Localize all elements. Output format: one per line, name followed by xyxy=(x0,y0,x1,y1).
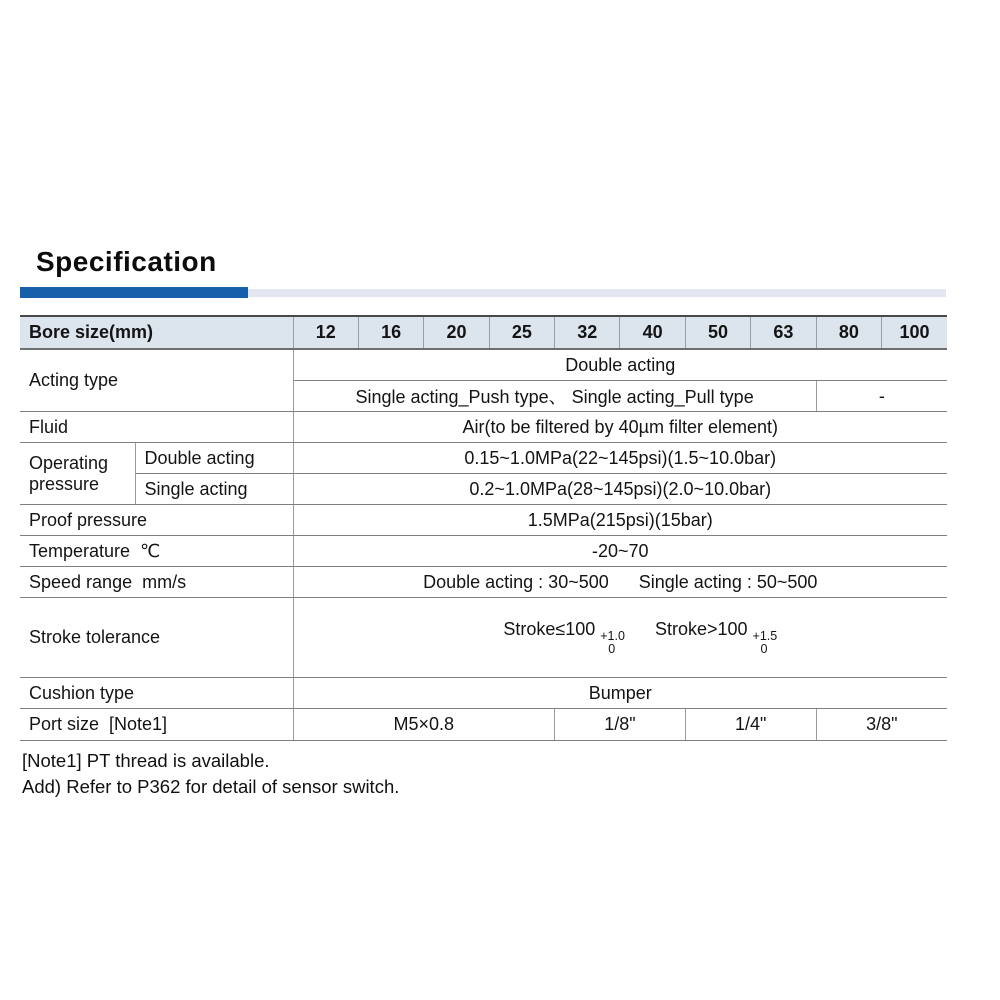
title-underline xyxy=(20,287,946,298)
row-cushion-type xyxy=(20,678,947,709)
proof-pressure-label: Proof pressure xyxy=(20,505,293,536)
proof-pressure-value: 1.5MPa(215psi)(15bar) xyxy=(293,505,947,536)
temperature-value: -20~70 xyxy=(293,536,947,567)
header-col-12: 12 xyxy=(293,316,358,349)
header-bore-size-label: Bore size(mm) xyxy=(20,316,293,349)
title-underline-light xyxy=(248,289,946,297)
note-2: Add) Refer to P362 for detail of sensor switch. xyxy=(22,776,400,798)
acting-type-double-value: Double acting xyxy=(293,349,947,381)
temperature-label: Temperature ℃ xyxy=(20,536,293,567)
fluid-value: Air(to be filtered by 40µm filter element) xyxy=(293,412,947,443)
header-col-32: 32 xyxy=(555,316,620,349)
row-port-size xyxy=(20,709,947,741)
specification-table xyxy=(20,315,947,741)
operating-pressure-single-value: 0.2~1.0MPa(28~145psi)(2.0~10.0bar) xyxy=(293,474,947,505)
stroke-gt-tolerance-lower: 0 xyxy=(760,642,768,657)
speed-range-value: Double acting : 30~500 Single acting : 50~500 xyxy=(293,567,947,598)
title-underline-accent xyxy=(20,287,248,298)
header-col-50: 50 xyxy=(685,316,750,349)
note-1: [Note1] PT thread is available. xyxy=(22,750,270,772)
acting-type-single-na: - xyxy=(816,381,947,412)
row-operating-pressure-single xyxy=(20,474,947,505)
operating-pressure-double-label: Double acting xyxy=(135,443,293,474)
row-temperature xyxy=(20,536,947,567)
header-col-80: 80 xyxy=(816,316,881,349)
stroke-le-tolerance xyxy=(600,630,625,656)
port-size-1-8: 1/8" xyxy=(555,709,686,741)
header-col-16: 16 xyxy=(358,316,423,349)
acting-type-label: Acting type xyxy=(20,349,293,412)
operating-pressure-label: Operating pressure xyxy=(20,443,135,505)
header-row xyxy=(20,316,947,349)
cushion-type-label: Cushion type xyxy=(20,678,293,709)
speed-range-label: Speed range mm/s xyxy=(20,567,293,598)
header-col-20: 20 xyxy=(424,316,489,349)
header-col-63: 63 xyxy=(751,316,816,349)
stroke-tolerance-label: Stroke tolerance xyxy=(20,598,293,678)
stroke-le-tolerance-lower: 0 xyxy=(608,642,616,657)
stroke-le-text: Stroke≤100 xyxy=(503,619,596,639)
stroke-gt-tolerance-upper: +1.5 xyxy=(752,629,778,643)
header-col-40: 40 xyxy=(620,316,685,349)
port-size-3-8: 3/8" xyxy=(816,709,947,741)
row-speed-range xyxy=(20,567,947,598)
operating-pressure-single-label: Single acting xyxy=(135,474,293,505)
operating-pressure-double-value: 0.15~1.0MPa(22~145psi)(1.5~10.0bar) xyxy=(293,443,947,474)
cushion-type-value: Bumper xyxy=(293,678,947,709)
stroke-gt-tolerance xyxy=(753,630,778,656)
row-proof-pressure xyxy=(20,505,947,536)
acting-type-single-value: Single acting_Push type、 Single acting_Pull type xyxy=(293,381,816,412)
header-col-100: 100 xyxy=(882,316,947,349)
port-size-1-4: 1/4" xyxy=(685,709,816,741)
stroke-gt-text: Stroke>100 xyxy=(654,619,748,639)
row-acting-type-double xyxy=(20,349,947,381)
port-size-label: Port size [Note1] xyxy=(20,709,293,741)
stroke-tolerance-value xyxy=(293,598,947,678)
row-operating-pressure-double xyxy=(20,443,947,474)
row-stroke-tolerance xyxy=(20,598,947,678)
footnotes xyxy=(22,748,1000,800)
stroke-le-tolerance-upper: +1.0 xyxy=(600,629,625,643)
port-size-m5: M5×0.8 xyxy=(293,709,555,741)
header-col-25: 25 xyxy=(489,316,554,349)
page-title: Specification xyxy=(36,246,217,277)
row-fluid xyxy=(20,412,947,443)
fluid-label: Fluid xyxy=(20,412,293,443)
